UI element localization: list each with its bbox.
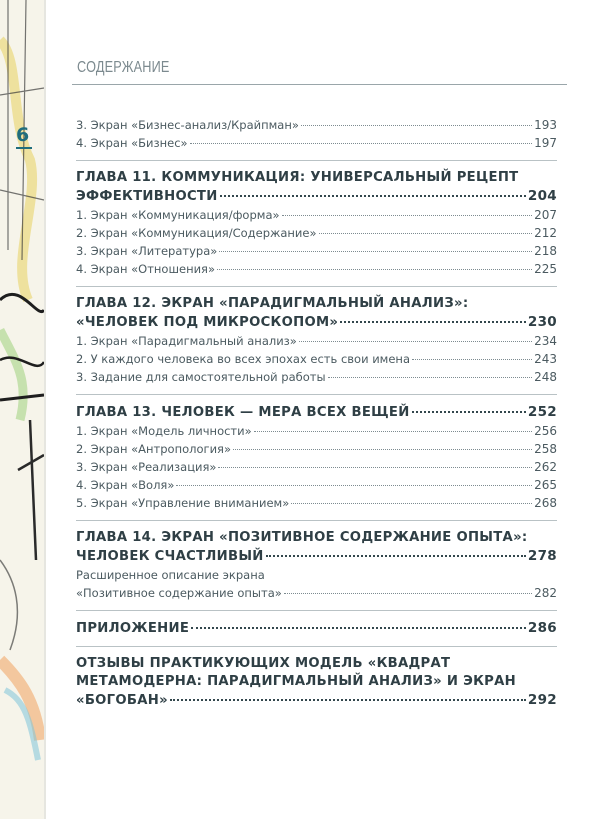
toc-item-label: 4. Экран «Отношения» [76,262,216,276]
chapter-11-title-line2: ЭФФЕКТИВНОСТИ [76,189,218,204]
toc-item-label: 4. Экран «Бизнес» [76,136,188,150]
chapter-13-page: 252 [527,404,557,420]
chapter-14-title-line1[interactable]: ГЛАВА 14. ЭКРАН «ПОЗИТИВНОЕ СОДЕРЖАНИЕ ОПЫТА»: [76,530,528,545]
toc-item[interactable] [76,134,557,152]
reviews-title-line3: «БОГОБАН» [76,693,168,708]
toc-item[interactable] [76,494,557,512]
toc-item-page: 265 [534,478,557,492]
dot-leader [217,269,532,270]
chapter-11-title-line1[interactable]: ГЛАВА 11. КОММУНИКАЦИЯ: УНИВЕРСАЛЬНЫЙ РЕЦЕПТ [76,170,519,185]
reviews-title-line1[interactable]: ОТЗЫВЫ ПРАКТИКУЮЩИХ МОДЕЛЬ «КВАДРАТ [76,656,451,671]
toc-item-page: 282 [534,586,557,600]
toc-item[interactable] [76,116,557,134]
section-title: СОДЕРЖАНИЕ [77,59,170,76]
appendix-page: 286 [527,620,557,636]
appendix-title: ПРИЛОЖЕНИЕ [76,621,190,636]
toc-item-page: 207 [534,208,557,222]
title-divider [72,84,567,85]
dot-leader [233,449,532,450]
chapter-14-heading[interactable] [76,547,557,566]
reviews-title-line2[interactable]: МЕТАМОДЕРНА: ПАРАДИГМАЛЬНЫЙ АНАЛИЗ» И ЭКРАН [76,674,516,689]
dot-leader [301,125,532,126]
divider [76,610,557,611]
toc-item-page: 193 [534,118,557,132]
chapter-11-heading[interactable] [76,187,557,206]
divider [76,394,557,395]
dot-leader [191,627,526,629]
decorative-illustration [0,0,60,819]
toc-item[interactable] [76,584,557,602]
chapter-14-title-line2: ЧЕЛОВЕК СЧАСТЛИВЫЙ [76,549,264,564]
divider [76,520,557,521]
toc-item[interactable] [76,350,557,368]
toc-item-page: 212 [534,226,557,240]
toc-item-page: 262 [534,460,557,474]
divider [76,160,557,161]
chapter-13-heading[interactable] [76,403,557,422]
reviews-page: 292 [527,692,557,708]
page-number: 6 [16,124,30,146]
dot-leader [412,411,526,413]
toc-item-label: 3. Задание для самостоятельной работы [76,370,326,384]
dot-leader [291,503,532,504]
toc-item-label: 2. У каждого человека во всех эпохах есть свои имена [76,352,410,366]
toc-item-label: 3. Экран «Бизнес-анализ/Крайпман» [76,118,299,132]
toc-item[interactable] [76,332,557,350]
toc-item-page: 258 [534,442,557,456]
chapter-13-title: ГЛАВА 13. ЧЕЛОВЕК — МЕРА ВСЕХ ВЕЩЕЙ [76,405,410,420]
appendix-heading[interactable] [76,619,557,638]
toc-item[interactable] [76,368,557,386]
toc-item-page: 248 [534,370,557,384]
dot-leader [254,431,532,432]
toc-item[interactable] [76,440,557,458]
table-of-contents [76,116,557,710]
toc-item[interactable] [76,476,557,494]
dot-leader [412,359,532,360]
reviews-heading[interactable] [76,691,557,710]
dot-leader [284,593,532,594]
dot-leader [328,377,533,378]
toc-item[interactable] [76,260,557,278]
toc-item[interactable] [76,224,557,242]
dot-leader [299,341,532,342]
dot-leader [176,485,532,486]
toc-item-label: 1. Экран «Парадигмальный анализ» [76,334,297,348]
toc-item-label: 3. Экран «Реализация» [76,460,217,474]
toc-item-page: 243 [534,352,557,366]
toc-item-page: 256 [534,424,557,438]
toc-item-label: 4. Экран «Воля» [76,478,175,492]
chapter-12-title-line1[interactable]: ГЛАВА 12. ЭКРАН «ПАРАДИГМАЛЬНЫЙ АНАЛИЗ»: [76,296,469,311]
dot-leader [266,555,526,557]
dot-leader [220,195,526,197]
toc-item-label: 2. Экран «Антропология» [76,442,231,456]
dot-leader [219,251,532,252]
toc-item-page: 218 [534,244,557,258]
toc-item[interactable] [76,242,557,260]
dot-leader [319,233,533,234]
chapter-14-page: 278 [527,548,557,564]
chapter-11-page: 204 [527,188,557,204]
toc-item-label: 2. Экран «Коммуникация/Содержание» [76,226,317,240]
toc-item-label: 1. Экран «Модель личности» [76,424,252,438]
chapter-12-title-line2: «ЧЕЛОВЕК ПОД МИКРОСКОПОМ» [76,315,339,330]
toc-item-page: 234 [534,334,557,348]
dot-leader [218,467,532,468]
chapter-14-item-line1[interactable]: Расширенное описание экрана [76,568,265,582]
toc-item-page: 268 [534,496,557,510]
divider [76,646,557,647]
divider [76,286,557,287]
toc-item-page: 197 [534,136,557,150]
toc-item[interactable] [76,206,557,224]
toc-item[interactable] [76,422,557,440]
page-number-underline [16,147,32,149]
toc-item-label: 1. Экран «Коммуникация/форма» [76,208,280,222]
chapter-12-heading[interactable] [76,313,557,332]
toc-item-label: «Позитивное содержание опыта» [76,586,282,600]
dot-leader [170,699,526,701]
toc-item[interactable] [76,458,557,476]
toc-item-label: 3. Экран «Литература» [76,244,218,258]
dot-leader [190,143,533,144]
toc-item-label: 5. Экран «Управление вниманием» [76,496,290,510]
chapter-12-page: 230 [527,314,557,330]
toc-item-page: 225 [534,262,557,276]
dot-leader [340,321,526,323]
dot-leader [282,215,533,216]
